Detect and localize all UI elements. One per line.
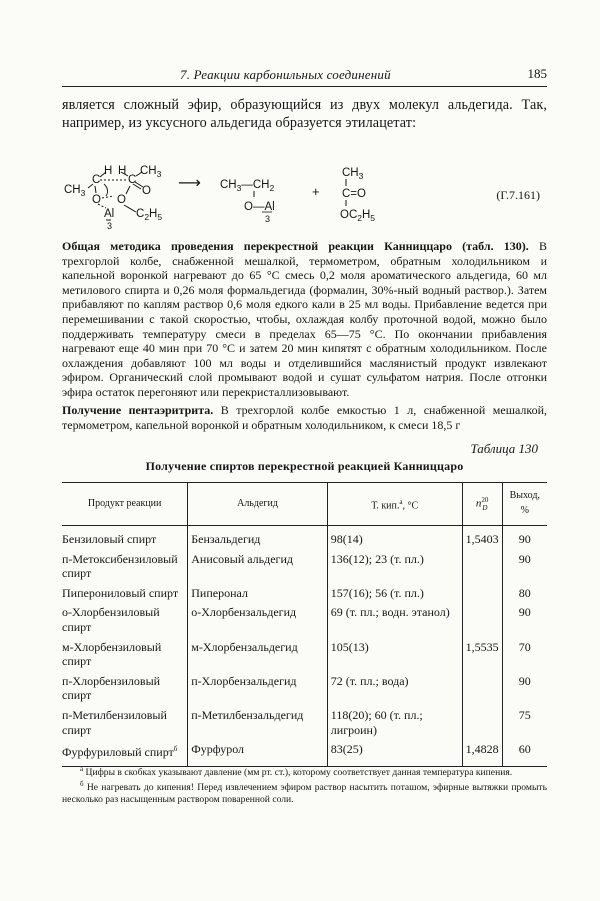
product1-o-al: O—Al [244,201,275,213]
cell-yield: 60 [502,740,547,766]
cell-refractive-index [462,550,502,584]
product1-sub: 3 [265,214,271,224]
reactant-h-mid: H [118,165,127,177]
cell-refractive-index: 1,5535 [462,638,502,672]
cell-yield: 90 [502,550,547,584]
table-header-row [62,483,547,526]
pentaerythritol-paragraph [62,403,547,432]
header-yield: Выход, % [502,483,547,526]
procedure-text: В трехгорлой колбе, снабженной мешалкой, термометром, обратным холодильником и капельной воронкой нагревают до 65 °С смесь 0,2 моля ароматического альдегида, 60 мл метилового спирта и 0,26 моля формальдегида (формалин, 30%-ный водный раствор.). Затем прибавляют по каплям раствор 0,6 моля едкого кали в 25 мл воды. Прибавление ведется при перемешивании с такой скоростью, чтобы, охлаждая колбу проточной водой, можно было поддерживать температуру смеси в пределах 65—75 °С. По окончании прибавления нагревают еще 40 мин при 70 °С и затем 20 мин кипятят с обратным холодильником. После охлаждения добавляют 100 мл воды и отделившийся маслянистый продукт извлекают эфиром. Органический слой промывают водой и сушат сульфатом натрия. После отгонки эфира остаток перегоняют или перекристаллизовывают. [62,239,547,399]
table-row [62,672,547,706]
cell-aldehyde: Анисовый альдегид [188,550,328,584]
table-caption: Таблица 130 [470,441,538,456]
cell-aldehyde: о-Хлорбензальдегид [188,603,328,637]
cell-aldehyde: Фурфурол [188,740,328,766]
cell-product: о-Хлорбензиловый спирт [62,605,160,634]
cell-aldehyde: м-Хлорбензальдегид [188,638,328,672]
header-bp: Т. кип.$^а$, °С [327,483,462,526]
table-row [62,526,547,550]
table-row [62,740,547,766]
cell-refractive-index: 1,5403 [462,526,502,550]
reactant-ch3-right: $CH_3$ [140,165,162,179]
running-header [62,66,547,87]
header-product: Продукт реакции [62,483,188,526]
cell-product: Бензиловый спирт [62,532,157,546]
table-row [62,638,547,672]
cell-product: п-Хлорбензиловый спирт [62,673,161,703]
cell-product: Фурфуриловый спирт$^б$ [62,740,188,766]
cell-refractive-index [462,584,502,604]
cell-bp: 136(12); 23 (т. пл.) [327,550,462,584]
pentaerythritol-text: В трехгорлой колбе емкостью 1 л, снабженной мешалкой, термометром, капельной воронкой и обратным холодильником, к смеси 18,5 г [62,403,548,432]
cell-yield: 90 [502,526,547,550]
cell-bp: 83(25) [327,740,462,766]
footnote-a: $^а$ Цифры в скобках указывают давление (мм рт. ст.), которому соответствует данная температура кипения. [80,765,513,779]
cell-product: п-Метилбензиловый спирт [62,707,167,737]
general-procedure [62,239,547,400]
cell-aldehyde: Бензальдегид [188,526,328,550]
cell-refractive-index [462,603,502,637]
product1-chain: $CH_3—CH_2$ [220,179,275,193]
reactant-h-left: H [104,165,113,177]
cell-yield: 70 [502,638,547,672]
cell-bp: 98(14) [327,526,462,550]
cell-yield: 80 [502,584,547,604]
cell-product: Пиперониловый спирт [62,585,179,600]
cell-refractive-index [462,672,502,706]
alcohols-table [62,482,547,767]
header-refractive-index: n20 D [462,483,502,526]
equation-label: (Г.7.161) [496,188,540,202]
header-aldehyde: Альдегид [188,483,328,526]
reactant-o-carbonyl: O [142,185,151,197]
cell-product: м-Хлорбензиловый спирт [62,639,162,669]
table-row [62,584,547,604]
cell-aldehyde: Пиперонал [188,584,328,604]
cell-product: п-Метоксибензиловый спирт [62,551,178,581]
cell-yield: 75 [502,706,547,740]
cell-bp: 69 (т. пл.; водн. этанол) [327,603,462,637]
table-row [62,706,547,740]
reaction-arrow: ⟶ [178,175,201,192]
reactant-c-right: C [128,174,137,186]
cell-yield: 90 [502,672,547,706]
footnote-b: $^б$ Не нагревать до кипения! Перед извлечением эфиром раствор насытить поташом, эфирные вытяжки промыть несколько раз насыщенным раствором поваренной соли. [62,779,548,805]
cell-yield: 90 [502,603,547,637]
reactant-o-ethoxy: O [117,194,126,206]
product2-ch3: $CH_3$ [342,167,364,181]
table-row [62,550,547,584]
running-title: 7. Реакции карбонильных соединений [180,67,391,82]
reaction-equation [62,160,552,235]
pentaerythritol-title: Получение пентаэритрита. [62,403,214,417]
product2-oc2h5: $OC_2H_5$ [340,209,376,223]
reactant-ch3-left: $CH_3$ [64,184,86,198]
cell-aldehyde: п-Хлорбензальдегид [188,672,328,706]
cell-bp: 157(16); 56 (т. пл.) [327,584,462,604]
cell-bp: 72 (т. пл.; вода) [327,672,462,706]
table-row [62,603,547,637]
procedure-title: Общая методика проведения перекрестной реакции Канниццаро (табл. 130). [62,239,529,253]
plus-sign: + [312,184,320,199]
reaction-scheme-drawing [62,160,502,235]
footnotes [62,764,547,806]
reactant-o-ring: O [92,194,101,206]
cell-refractive-index [462,706,502,740]
reactant-al: Al [104,208,115,220]
cell-bp: 105(13) [327,638,462,672]
cell-aldehyde: п-Метилбензальдегид [188,706,328,740]
table-title: Получение спиртов перекрестной реакцией Канниццаро [145,459,464,473]
intro-paragraph: является сложный эфир, образующийся из двух молекул альдегида. Так, например, из уксусного альдегида образуется этилацетат: [62,97,547,131]
cell-bp: 118(20); 60 (т. пл.; лигроин) [327,706,462,740]
page-number: 185 [527,66,547,81]
reactant-c2h5: $C_2H_5$ [136,208,163,222]
product2-co: C=O [342,188,366,200]
reactant-al-sub: 3 [107,221,113,231]
cell-refractive-index: 1,4828 [462,740,502,766]
reactant-c-left: C [92,174,101,186]
